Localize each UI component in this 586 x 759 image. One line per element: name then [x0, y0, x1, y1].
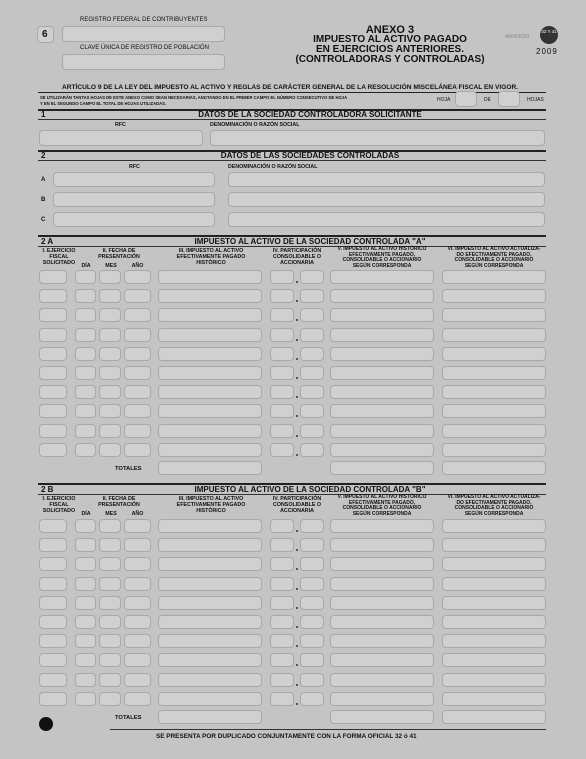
2a-row-anio-field[interactable] [124, 385, 151, 399]
2a-row-participacion-dec-field[interactable] [300, 443, 324, 457]
2b-row-anio-field[interactable] [124, 519, 151, 533]
2a-row-actualizado-field[interactable] [442, 366, 546, 380]
2b-row-decimal-point [296, 530, 298, 532]
section2-title: DATOS DE LAS SOCIEDADES CONTROLADAS [220, 151, 400, 160]
2b-row-actualizado-field[interactable] [442, 577, 546, 591]
2b-row-participacion-dec-field[interactable] [300, 577, 324, 591]
2b-row-dia-field[interactable] [75, 538, 96, 552]
2a-row-dia-field[interactable] [75, 404, 96, 418]
2b-row-ejercicio-field[interactable] [39, 538, 67, 552]
2a-row-dia-field[interactable] [75, 328, 96, 342]
2a-total-consolidable[interactable] [330, 461, 434, 475]
2a-row-ejercicio-field[interactable] [39, 366, 67, 380]
2a-row-decimal-point [296, 339, 298, 341]
2b-row-anio-field[interactable] [124, 538, 151, 552]
2b-row-actualizado-field[interactable] [442, 557, 546, 571]
2b-row-dia-field[interactable] [75, 596, 96, 610]
2b-row-ejercicio-field[interactable] [39, 673, 67, 687]
2a-row-actualizado-field[interactable] [442, 308, 546, 322]
2b-row-dia-field[interactable] [75, 634, 96, 648]
2b-row-dia-field[interactable] [75, 673, 96, 687]
2b-row-mes-field[interactable] [99, 673, 121, 687]
2b-row-anio-field[interactable] [124, 577, 151, 591]
2a-row-mes-field[interactable] [99, 424, 121, 438]
2b-row-participacion-int-field[interactable] [270, 653, 294, 667]
2b-row-actualizado-field[interactable] [442, 596, 546, 610]
2a-row-participacion-dec-field[interactable] [300, 289, 324, 303]
2b-row-decimal-point [296, 588, 298, 590]
2b-row-ejercicio-field[interactable] [39, 577, 67, 591]
2b-col-ejercicio: I. EJERCICIO FISCAL SOLICITADO [42, 496, 76, 515]
2a-row-participacion-int-field[interactable] [270, 443, 294, 457]
2b-row-participacion-dec-field[interactable] [300, 557, 324, 571]
2b-row-dia-field[interactable] [75, 615, 96, 629]
registration-mark [39, 717, 53, 731]
2a-row-consolidable-field[interactable] [330, 289, 434, 303]
2a-row-dia-field[interactable] [75, 385, 96, 399]
2a-row-ejercicio-field[interactable] [39, 308, 67, 322]
2b-row-consolidable-field[interactable] [330, 577, 434, 591]
2a-row-decimal-point [296, 377, 298, 379]
2b-row-consolidable-field[interactable] [330, 557, 434, 571]
2a-row-dia-field[interactable] [75, 424, 96, 438]
2b-row-actualizado-field[interactable] [442, 673, 546, 687]
2b-row-historico-field[interactable] [158, 519, 262, 533]
2a-row-participacion-int-field[interactable] [270, 366, 294, 380]
2b-row-participacion-dec-field[interactable] [300, 615, 324, 629]
controlled-a-rfc-field[interactable] [53, 172, 215, 187]
controlled-b-name-field[interactable] [228, 192, 545, 207]
2b-row-participacion-dec-field[interactable] [300, 596, 324, 610]
2b-row-consolidable-field[interactable] [330, 538, 434, 552]
2a-col-fecha: II. FECHA DE PRESENTACIÓN [98, 248, 140, 261]
2a-row-ejercicio-field[interactable] [39, 270, 67, 284]
section1-number: 1 [41, 110, 46, 119]
2a-row-historico-field[interactable] [158, 443, 262, 457]
form-title-line4: (CONTROLADORAS Y CONTROLADAS) [295, 54, 485, 65]
section2-rfc-label: RFC [129, 164, 140, 170]
2b-row-mes-field[interactable] [99, 692, 121, 706]
2a-row-consolidable-field[interactable] [330, 308, 434, 322]
2a-row-anio-field[interactable] [124, 404, 151, 418]
2a-row-anio-field[interactable] [124, 347, 151, 361]
2a-row-actualizado-field[interactable] [442, 270, 546, 284]
2b-row-anio-field[interactable] [124, 692, 151, 706]
2a-row-ejercicio-field[interactable] [39, 289, 67, 303]
controlled-row-b-letter: B [41, 197, 46, 203]
2a-row-anio-field[interactable] [124, 443, 151, 457]
2a-row-decimal-point [296, 281, 298, 283]
2b-row-actualizado-field[interactable] [442, 519, 546, 533]
2b-row-decimal-point [296, 645, 298, 647]
2a-row-participacion-dec-field[interactable] [300, 366, 324, 380]
2a-row-decimal-point [296, 396, 298, 398]
2a-row-actualizado-field[interactable] [442, 289, 546, 303]
2a-row-consolidable-field[interactable] [330, 424, 434, 438]
2b-row-decimal-point [296, 684, 298, 686]
2a-row-historico-field[interactable] [158, 385, 262, 399]
section2a-number: 2 A [41, 237, 54, 246]
2a-row-mes-field[interactable] [99, 289, 121, 303]
2a-row-decimal-point [296, 454, 298, 456]
2b-row-historico-field[interactable] [158, 577, 262, 591]
annex-title: ANEXO 3 [365, 24, 415, 36]
2b-row-ejercicio-field[interactable] [39, 596, 67, 610]
controlled-b-rfc-field[interactable] [53, 192, 215, 207]
2a-row-historico-field[interactable] [158, 328, 262, 342]
2a-row-participacion-dec-field[interactable] [300, 347, 324, 361]
2a-col-dia: DÍA [81, 263, 91, 269]
2b-row-actualizado-field[interactable] [442, 653, 546, 667]
2a-row-consolidable-field[interactable] [330, 366, 434, 380]
2b-row-actualizado-field[interactable] [442, 538, 546, 552]
2a-row-historico-field[interactable] [158, 366, 262, 380]
2b-row-participacion-dec-field[interactable] [300, 519, 324, 533]
2b-row-decimal-point [296, 664, 298, 666]
2b-row-consolidable-field[interactable] [330, 653, 434, 667]
2a-row-ejercicio-field[interactable] [39, 443, 67, 457]
2a-row-anio-field[interactable] [124, 424, 151, 438]
2b-row-actualizado-field[interactable] [442, 634, 546, 648]
form-seal [540, 26, 558, 44]
2a-col-impuesto-consolidable: V. IMPUESTO AL ACTIVO HISTÓRICO EFECTIVAMENTE PAGADO, CONSOLIDABLE O ACCIONARIO SEGÚN CORRESPONDA [337, 246, 427, 269]
2a-col-participacion: IV. PARTICIPACIÓN CONSOLIDABLE O ACCIONARIA [272, 248, 322, 267]
2b-row-participacion-int-field[interactable] [270, 519, 294, 533]
2a-col-mes: MES [105, 263, 117, 269]
2b-col-mes: MES [105, 511, 117, 517]
2b-row-historico-field[interactable] [158, 615, 262, 629]
2b-row-ejercicio-field[interactable] [39, 692, 67, 706]
2a-row-ejercicio-field[interactable] [39, 385, 67, 399]
hoja-label: HOJA [437, 97, 451, 103]
header-curp-field[interactable] [62, 54, 225, 70]
2a-row-consolidable-field[interactable] [330, 328, 434, 342]
2a-row-historico-field[interactable] [158, 308, 262, 322]
2a-row-historico-field[interactable] [158, 270, 262, 284]
2b-row-mes-field[interactable] [99, 634, 121, 648]
2b-row-decimal-point [296, 568, 298, 570]
2a-row-decimal-point [296, 319, 298, 321]
2b-row-dia-field[interactable] [75, 557, 96, 571]
2a-row-actualizado-field[interactable] [442, 347, 546, 361]
2a-row-anio-field[interactable] [124, 289, 151, 303]
controlled-row-a-letter: A [41, 177, 46, 183]
footer-note: SE PRESENTA POR DUPLICADO CONJUNTAMENTE CON LA FORMA OFICIAL 32 ó 41 [156, 733, 417, 740]
2a-total-actualizado[interactable] [442, 461, 546, 475]
2a-row-actualizado-field[interactable] [442, 328, 546, 342]
2b-row-participacion-int-field[interactable] [270, 634, 294, 648]
2b-row-dia-field[interactable] [75, 577, 96, 591]
section2b-totals-label: TOTALES [115, 715, 142, 721]
2a-row-actualizado-field[interactable] [442, 443, 546, 457]
2b-row-historico-field[interactable] [158, 634, 262, 648]
section1-name-label: DENOMINACIÓN O RAZÓN SOCIAL [210, 122, 300, 128]
2a-row-dia-field[interactable] [75, 443, 96, 457]
section2b-number: 2 B [41, 485, 54, 494]
2b-row-anio-field[interactable] [124, 596, 151, 610]
form-title-line2: IMPUESTO AL ACTIVO PAGADO [313, 34, 467, 45]
2b-row-historico-field[interactable] [158, 673, 262, 687]
2b-row-participacion-dec-field[interactable] [300, 538, 324, 552]
2a-row-dia-field[interactable] [75, 308, 96, 322]
2b-row-anio-field[interactable] [124, 673, 151, 687]
2b-col-impuesto-historico: III. IMPUESTO AL ACTIVO EFECTIVAMENTE PAGADO HISTÓRICO [176, 496, 246, 515]
2a-row-decimal-point [296, 300, 298, 302]
page-number: 6 [42, 29, 48, 40]
2b-row-historico-field[interactable] [158, 692, 262, 706]
2a-row-actualizado-field[interactable] [442, 424, 546, 438]
2b-row-ejercicio-field[interactable] [39, 634, 67, 648]
2a-row-ejercicio-field[interactable] [39, 328, 67, 342]
2b-col-anio: AÑO [131, 511, 144, 517]
2a-row-participacion-dec-field[interactable] [300, 308, 324, 322]
2a-row-participacion-int-field[interactable] [270, 308, 294, 322]
2b-total-consolidable[interactable] [330, 710, 434, 724]
2a-row-participacion-int-field[interactable] [270, 328, 294, 342]
2a-row-decimal-point [296, 415, 298, 417]
controlled-a-name-field[interactable] [228, 172, 545, 187]
2b-row-mes-field[interactable] [99, 538, 121, 552]
2b-total-historico[interactable] [158, 710, 262, 724]
2b-row-mes-field[interactable] [99, 557, 121, 571]
2b-col-fecha: II. FECHA DE PRESENTACIÓN [98, 496, 140, 509]
2a-row-participacion-int-field[interactable] [270, 347, 294, 361]
2a-col-ejercicio: I. EJERCICIO FISCAL SOLICITADO [42, 248, 76, 267]
legal-basis: ARTÍCULO 9 DE LA LEY DEL IMPUESTO AL ACTIVO Y REGLAS DE CARÁCTER GENERAL DE LA RESOLUCIÓN MISCELÁNEA FISCAL EN VIGOR. [62, 84, 519, 91]
2b-row-decimal-point [296, 607, 298, 609]
2b-row-participacion-dec-field[interactable] [300, 653, 324, 667]
2a-row-participacion-dec-field[interactable] [300, 404, 324, 418]
2a-row-consolidable-field[interactable] [330, 270, 434, 284]
2b-col-impuesto-consolidable: V. IMPUESTO AL ACTIVO HISTÓRICO EFECTIVAMENTE PAGADO, CONSOLIDABLE O ACCIONARIO SEGÚN CORRESPONDA [337, 494, 427, 517]
2a-row-dia-field[interactable] [75, 289, 96, 303]
2a-row-mes-field[interactable] [99, 270, 121, 284]
2b-row-dia-field[interactable] [75, 692, 96, 706]
2a-row-consolidable-field[interactable] [330, 385, 434, 399]
controlled-row-c-letter: C [41, 217, 46, 223]
2a-row-mes-field[interactable] [99, 443, 121, 457]
2b-row-historico-field[interactable] [158, 557, 262, 571]
2a-row-anio-field[interactable] [124, 308, 151, 322]
2a-row-actualizado-field[interactable] [442, 385, 546, 399]
2a-total-historico[interactable] [158, 461, 262, 475]
2b-row-consolidable-field[interactable] [330, 519, 434, 533]
2b-col-dia: DÍA [81, 511, 91, 517]
2b-row-historico-field[interactable] [158, 653, 262, 667]
2b-row-dia-field[interactable] [75, 653, 96, 667]
2a-row-mes-field[interactable] [99, 404, 121, 418]
2a-row-dia-field[interactable] [75, 366, 96, 380]
2b-total-actualizado[interactable] [442, 710, 546, 724]
2a-row-mes-field[interactable] [99, 308, 121, 322]
2a-row-dia-field[interactable] [75, 347, 96, 361]
2b-row-consolidable-field[interactable] [330, 634, 434, 648]
2a-col-anio: AÑO [131, 263, 144, 269]
2b-row-participacion-int-field[interactable] [270, 692, 294, 706]
curp-label: CLAVE ÚNICA DE REGISTRO DE POBLACIÓN [80, 45, 209, 51]
2b-row-participacion-dec-field[interactable] [300, 634, 324, 648]
2a-row-participacion-int-field[interactable] [270, 289, 294, 303]
2a-row-dia-field[interactable] [75, 270, 96, 284]
de-label: DE [484, 97, 491, 103]
header-rfc-field[interactable] [62, 26, 225, 42]
2b-row-consolidable-field[interactable] [330, 692, 434, 706]
controlled-c-rfc-field[interactable] [53, 212, 215, 227]
2a-row-decimal-point [296, 435, 298, 437]
instructions-line1: SE UTILIZARÁN TANTAS HOJAS DE ESTE ANEXO COMO SEAN NECESARIAS, ANOTANDO EN EL PRIMER CAMPO EL NÚMERO CONSECUTIVO DE HOJA [40, 95, 348, 100]
2a-row-anio-field[interactable] [124, 328, 151, 342]
section2b-title: IMPUESTO AL ACTIVO DE LA SOCIEDAD CONTROLADA "B" [194, 485, 426, 494]
2b-row-participacion-int-field[interactable] [270, 538, 294, 552]
section2a-totals-label: TOTALES [115, 466, 142, 472]
form-year: 2009 [536, 47, 558, 56]
2b-row-participacion-dec-field[interactable] [300, 673, 324, 687]
2b-row-anio-field[interactable] [124, 615, 151, 629]
2a-row-decimal-point [296, 358, 298, 360]
2a-row-mes-field[interactable] [99, 366, 121, 380]
sheet-number-field[interactable] [455, 91, 477, 107]
2a-row-participacion-dec-field[interactable] [300, 270, 324, 284]
2a-row-ejercicio-field[interactable] [39, 424, 67, 438]
hojas-label: HOJAS [527, 97, 544, 103]
controlled-c-name-field[interactable] [228, 212, 545, 227]
2b-row-participacion-int-field[interactable] [270, 577, 294, 591]
section2-rule-bottom [38, 160, 546, 161]
2b-row-ejercicio-field[interactable] [39, 615, 67, 629]
section2-number: 2 [41, 151, 46, 160]
2a-row-anio-field[interactable] [124, 366, 151, 380]
2a-row-mes-field[interactable] [99, 328, 121, 342]
2a-row-mes-field[interactable] [99, 385, 121, 399]
section1-rule-bottom [38, 119, 546, 120]
2a-row-historico-field[interactable] [158, 404, 262, 418]
controladora-rfc-field[interactable] [39, 130, 203, 146]
2a-col-impuesto-actualizado: VI. IMPUESTO AL ACTIVO ACTUALIZA- DO EFECTIVAMENTE PAGADO, CONSOLIDABLE O ACCIONARIO SEGÚN CORRESPONDA [447, 246, 541, 269]
2b-row-anio-field[interactable] [124, 557, 151, 571]
2b-row-dia-field[interactable] [75, 519, 96, 533]
2b-row-participacion-int-field[interactable] [270, 557, 294, 571]
2b-col-participacion: IV. PARTICIPACIÓN CONSOLIDABLE O ACCIONARIA [272, 496, 322, 515]
2a-row-consolidable-field[interactable] [330, 443, 434, 457]
instructions-line2: Y EN EL SEGUNDO CAMPO EL TOTAL DE HOJAS UTILIZADAS. [40, 101, 167, 106]
sheet-total-field[interactable] [498, 91, 520, 107]
2b-row-mes-field[interactable] [99, 653, 121, 667]
section2a-title: IMPUESTO AL ACTIVO DE LA SOCIEDAD CONTROLADA "A" [194, 237, 426, 246]
rfc-label: REGISTRO FEDERAL DE CONTRIBUYENTES [80, 17, 208, 23]
2b-row-mes-field[interactable] [99, 577, 121, 591]
2b-row-ejercicio-field[interactable] [39, 653, 67, 667]
2b-row-participacion-dec-field[interactable] [300, 692, 324, 706]
2b-row-participacion-int-field[interactable] [270, 615, 294, 629]
2b-col-impuesto-actualizado: VI. IMPUESTO AL ACTIVO ACTUALIZA- DO EFECTIVAMENTE PAGADO, CONSOLIDABLE O ACCIONARIO SEGÚN CORRESPONDA [447, 494, 541, 517]
2a-row-participacion-int-field[interactable] [270, 424, 294, 438]
2b-row-anio-field[interactable] [124, 634, 151, 648]
footer-rule [110, 729, 546, 730]
2b-row-decimal-point [296, 626, 298, 628]
2b-row-participacion-int-field[interactable] [270, 596, 294, 610]
2a-row-consolidable-field[interactable] [330, 404, 434, 418]
2a-row-participacion-dec-field[interactable] [300, 385, 324, 399]
2b-row-historico-field[interactable] [158, 538, 262, 552]
2b-row-consolidable-field[interactable] [330, 615, 434, 629]
2a-row-participacion-int-field[interactable] [270, 270, 294, 284]
2a-row-historico-field[interactable] [158, 424, 262, 438]
section1-rfc-label: RFC [115, 122, 126, 128]
2a-row-participacion-int-field[interactable] [270, 385, 294, 399]
2a-row-consolidable-field[interactable] [330, 347, 434, 361]
2a-row-ejercicio-field[interactable] [39, 347, 67, 361]
2b-row-ejercicio-field[interactable] [39, 557, 67, 571]
2a-row-anio-field[interactable] [124, 270, 151, 284]
2a-row-historico-field[interactable] [158, 347, 262, 361]
2b-row-consolidable-field[interactable] [330, 673, 434, 687]
2b-row-ejercicio-field[interactable] [39, 519, 67, 533]
2a-row-participacion-dec-field[interactable] [300, 328, 324, 342]
2b-row-decimal-point [296, 703, 298, 705]
2a-row-participacion-dec-field[interactable] [300, 424, 324, 438]
form-title-line3: EN EJERCICIOS ANTERIORES. [316, 44, 464, 55]
2b-row-anio-field[interactable] [124, 653, 151, 667]
2b-row-decimal-point [296, 549, 298, 551]
section1-title: DATOS DE LA SOCIEDAD CONTROLADORA SOLICITANTE [198, 110, 422, 119]
2a-col-impuesto-historico: III. IMPUESTO AL ACTIVO EFECTIVAMENTE PAGADO HISTÓRICO [176, 248, 246, 267]
2a-row-ejercicio-field[interactable] [39, 404, 67, 418]
controladora-name-field[interactable] [210, 130, 545, 146]
2b-row-participacion-int-field[interactable] [270, 673, 294, 687]
2b-row-consolidable-field[interactable] [330, 596, 434, 610]
section2-name-label: DENOMINACIÓN O RAZÓN SOCIAL [228, 164, 318, 170]
2b-row-historico-field[interactable] [158, 596, 262, 610]
2b-row-actualizado-field[interactable] [442, 615, 546, 629]
seal-text: 32 Y 41 [541, 29, 557, 34]
2a-row-participacion-int-field[interactable] [270, 404, 294, 418]
2b-row-actualizado-field[interactable] [442, 692, 546, 706]
2b-row-mes-field[interactable] [99, 519, 121, 533]
2a-row-mes-field[interactable] [99, 347, 121, 361]
2a-row-historico-field[interactable] [158, 289, 262, 303]
2b-row-mes-field[interactable] [99, 596, 121, 610]
2a-row-actualizado-field[interactable] [442, 404, 546, 418]
anverso-label: ANVERSO [505, 34, 530, 40]
2b-row-mes-field[interactable] [99, 615, 121, 629]
